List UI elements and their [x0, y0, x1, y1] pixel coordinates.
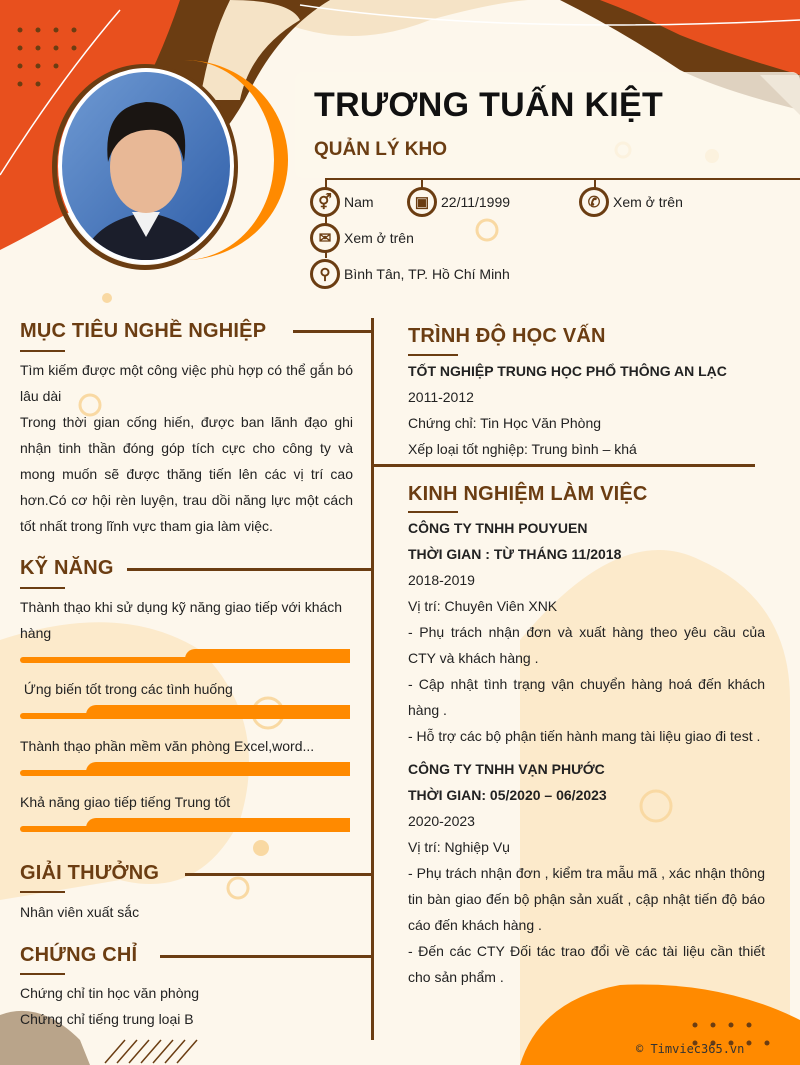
experience-job	[408, 756, 765, 990]
job-time: THỜI GIAN: 05/2020 – 06/2023	[408, 787, 607, 803]
job-years: 2018-2019	[408, 572, 475, 588]
profile-photo-frame	[58, 68, 234, 264]
awards-title: GIẢI THƯỞNG	[20, 862, 160, 884]
skill-label: Ứng biến tốt trong các tình huống	[20, 681, 233, 697]
gender-value: Nam	[344, 194, 374, 210]
job-company: CÔNG TY TNHH VẠN PHƯỚC	[408, 761, 605, 777]
job-duty: - Phụ trách nhận đơn , kiểm tra mẫu mã , xác nhận thông tin bàn giao đến bộ phận sản xuất , cập nhật tiến độ báo cáo đến khách hàng .	[408, 865, 765, 933]
education-years: 2011-2012	[408, 389, 474, 405]
education-details	[408, 358, 765, 462]
address-value: Bình Tân, TP. Hồ Chí Minh	[344, 266, 510, 282]
education-grade: Xếp loại tốt nghiệp: Trung bình – khá	[408, 441, 637, 457]
job-duty: - Hỗ trợ các bộ phận tiến hành mang tài liệu giao đi test .	[408, 728, 761, 744]
experience-underline	[408, 511, 458, 513]
education-rule	[372, 464, 755, 467]
job-duty: - Phụ trách nhận đơn và xuất hàng theo yêu cầu của CTY và khách hàng .	[408, 624, 765, 666]
skills-title: KỸ NĂNG	[20, 557, 114, 579]
phone-value: Xem ở trên	[613, 194, 683, 210]
column-divider	[371, 318, 374, 1040]
objective-rule	[293, 330, 373, 333]
objective-underline	[20, 350, 65, 352]
avatar	[62, 72, 230, 260]
watermark: © Timviec365.vn	[636, 1042, 745, 1056]
mail-icon: ✉	[310, 223, 340, 253]
skill-bar	[20, 762, 350, 776]
contact-divider	[325, 178, 800, 180]
skill-bar	[20, 649, 350, 663]
birthday-value: 22/11/1999	[441, 194, 511, 210]
awards-underline	[20, 891, 65, 893]
candidate-position: QUẢN LÝ KHO	[314, 139, 447, 160]
email-value: Xem ở trên	[344, 230, 414, 246]
skill-label: Khả năng giao tiếp tiếng Trung tốt	[20, 794, 231, 810]
skill-bar	[20, 818, 350, 832]
education-underline	[408, 354, 458, 356]
calendar-icon: ▣	[407, 187, 437, 217]
certificates-rule	[160, 955, 373, 958]
job-role: Vị trí: Nghiệp Vụ	[408, 839, 510, 855]
award-item: Nhân viên xuất sắc	[20, 904, 140, 920]
job-duty: - Cập nhật tình trạng vận chuyển hàng hoá đến khách hàng .	[408, 676, 765, 718]
job-time: THỜI GIAN : TỪ THÁNG 11/2018	[408, 546, 622, 562]
candidate-name: TRƯƠNG TUẤN KIỆT	[314, 86, 664, 124]
skills-underline	[20, 587, 65, 589]
skill-label: Thành thạo khi sử dụng kỹ năng giao tiếp với khách hàng	[20, 599, 343, 641]
objective-title: MỤC TIÊU NGHỀ NGHIỆP	[20, 320, 267, 342]
job-years: 2020-2023	[408, 813, 475, 829]
education-cert: Chứng chỉ: Tin Học Văn Phòng	[408, 415, 602, 431]
objective-line: Trong thời gian cống hiến, được ban lãnh đạo ghi nhận tinh thần đóng góp tích cực cho công ty và mong muốn sẽ được thăng tiến lên các vị trí cao hơn.Có cơ hội rèn luyện, trau dồi năng lực một cách tốt nhất trong lĩnh vực tham gia làm việc.	[20, 414, 353, 534]
certificates-underline	[20, 973, 65, 975]
experience-title: KINH NGHIỆM LÀM VIỆC	[408, 483, 648, 505]
location-icon: ⚲	[310, 259, 340, 289]
objective-line: Tìm kiếm được một công việc phù hợp có thể gắn bó lâu dài	[20, 362, 353, 404]
skills-rule	[127, 568, 373, 571]
skill-bar	[20, 705, 350, 719]
job-company: CÔNG TY TNHH POUYUEN	[408, 520, 588, 536]
certificate-item: Chứng chỉ tiếng trung loại B	[20, 1011, 194, 1027]
education-school: TỐT NGHIỆP TRUNG HỌC PHỔ THÔNG AN LẠC	[408, 363, 727, 379]
phone-icon: ✆	[579, 187, 609, 217]
certificates-title: CHỨNG CHỈ	[20, 944, 138, 966]
job-duty: - Đến các CTY Đối tác trao đổi về các tài liệu cần thiết cho sản phẩm .	[408, 943, 765, 985]
gender-icon: ⚥	[310, 187, 340, 217]
job-role: Vị trí: Chuyên Viên XNK	[408, 598, 558, 614]
experience-job	[408, 515, 765, 749]
objective-text	[20, 357, 353, 539]
awards-rule	[185, 873, 373, 876]
certificate-item: Chứng chỉ tin học văn phòng	[20, 985, 200, 1001]
skill-label: Thành thạo phần mềm văn phòng Excel,word...	[20, 738, 315, 754]
education-title: TRÌNH ĐỘ HỌC VẤN	[408, 325, 606, 347]
